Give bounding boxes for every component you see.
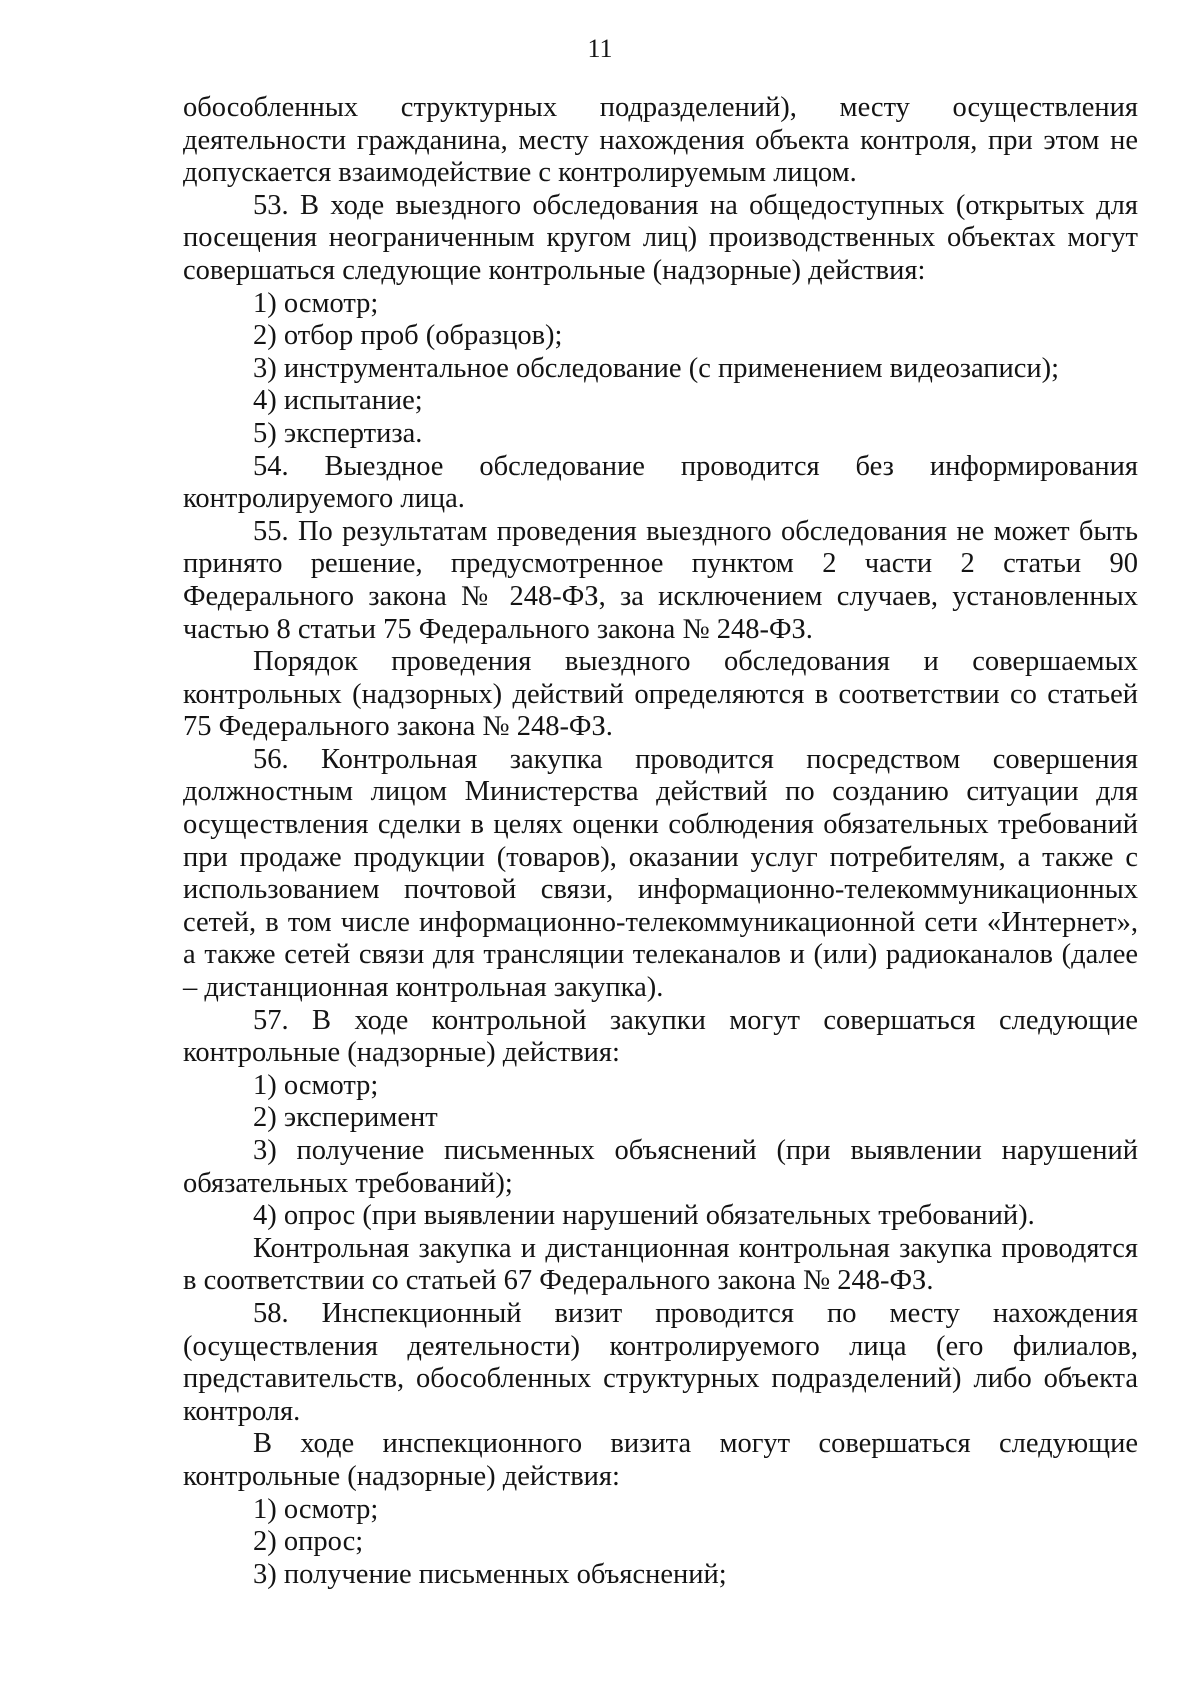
document-body (183, 92, 1138, 1591)
paragraph: 56. Контрольная закупка проводится посредством совершения должностным лицом Министерства действий по созданию ситуации для осуществления сделки в целях оценки соблюдения обязательных требований при продаже продукции (товаров), оказании услуг потребителям, а также с использованием почтовой связи, информационно-телекоммуникационных сетей, в том числе информационно-телекоммуникационной сети «Интернет», а также сетей связи для трансляции телеканалов и (или) радиоканалов (далее – дистанционная контрольная закупка). (183, 743, 1138, 1004)
paragraph: 58. Инспекционный визит проводится по месту нахождения (осуществления деятельности) контролируемого лица (его филиалов, представительств, обособленных структурных подразделений) либо объекта контроля. (183, 1297, 1138, 1427)
paragraph: 3) получение письменных объяснений (при выявлении нарушений обязательных требований); (183, 1135, 1138, 1199)
paragraph: В ходе инспекционного визита могут совершаться следующие контрольные (надзорные) действия: (183, 1428, 1138, 1492)
list-item: 3) получение письменных объяснений; (253, 1558, 727, 1590)
page-number: 11 (587, 34, 613, 63)
list-item: 1) осмотр; (253, 287, 379, 319)
paragraph: обособленных структурных подразделений), месту осуществления деятельности гражданина, месту нахождения объекта контроля, при этом не допускается взаимодействие с контролируемым лицом. (183, 92, 1138, 189)
paragraph: 57. В ходе контрольной закупки могут совершаться следующие контрольные (надзорные) действия: (183, 1004, 1138, 1069)
list-item: 1) осмотр; (253, 1493, 379, 1525)
list-item: 1) осмотр; (253, 1069, 379, 1101)
paragraph: Контрольная закупка и дистанционная контрольная закупка проводятся в соответствии со статьей 67 Федерального закона № 248-ФЗ. (183, 1232, 1138, 1297)
paragraph: 55. По результатам проведения выездного обследования не может быть принято решение, предусмотренное пунктом 2 части 2 статьи 90 Федерального закона № 248-ФЗ, за исключением случаев, установленных частью 8 статьи 75 Федерального закона № 248-ФЗ. (183, 515, 1138, 645)
list-item: 5) экспертиза. (253, 417, 423, 449)
list-item: 4) опрос (при выявлении нарушений обязательных требований). (253, 1200, 1035, 1232)
paragraph: 54. Выездное обследование проводится без информирования контролируемого лица. (183, 450, 1138, 515)
list-item: 4) испытание; (253, 385, 423, 417)
list-item: 2) эксперимент (253, 1102, 438, 1134)
list-item: 2) опрос; (253, 1526, 364, 1558)
paragraph: Порядок проведения выездного обследования и совершаемых контрольных (надзорных) действий определяются в соответствии со статьей 75 Федерального закона № 248-ФЗ. (183, 646, 1138, 743)
list-item: 2) отбор проб (образцов); (253, 320, 563, 352)
list-item: 3) инструментальное обследование (с применением видеозаписи); (253, 352, 1060, 384)
paragraph: 53. В ходе выездного обследования на общедоступных (открытых для посещения неограниченным кругом лиц) производственных объектах могут совершаться следующие контрольные (надзорные) действия: (183, 189, 1138, 286)
